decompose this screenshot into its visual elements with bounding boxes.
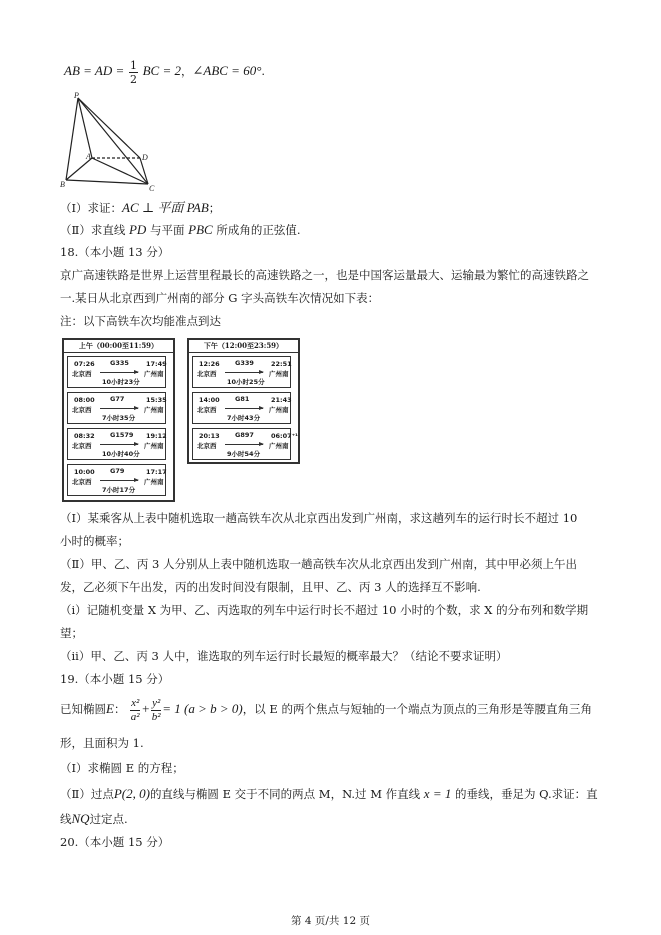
q19-intro-line2: 形，且面积为 1. <box>60 736 144 750</box>
q17-part2-prefix: （Ⅱ）求直线 <box>60 223 126 237</box>
x-den: a² <box>130 710 140 723</box>
edge-ac <box>92 158 148 184</box>
arrival-station: 广州南 <box>144 370 164 378</box>
q18-note: 注：以下高铁车次均能准点到达 <box>60 314 221 328</box>
arrival-station: 广州南 <box>269 370 289 378</box>
departure-time: 12:26 <box>199 360 220 368</box>
q19-part2-line2-prefix: 线 <box>60 812 72 826</box>
page-footer: 第 4 页/共 12 页 <box>291 915 370 927</box>
q18-part1-line2: 小时的概率； <box>60 534 129 548</box>
q17-part1-end: ； <box>208 201 221 215</box>
trip-duration: 7小时17分 <box>102 486 136 494</box>
trip-duration: 10小时25分 <box>227 378 265 386</box>
table-morning-title: 上午（00:00至11:59） <box>64 340 173 353</box>
departure-station: 北京西 <box>197 442 217 450</box>
q19-part2-line2 <box>60 811 128 827</box>
route-arrow <box>100 480 138 481</box>
end-dot: . <box>261 64 266 78</box>
edge-pb <box>66 98 78 180</box>
q17-part1-prefix: （Ⅰ）求证： <box>60 201 123 215</box>
arrival-station: 广州南 <box>144 442 164 450</box>
q17-part1 <box>60 200 220 216</box>
train-number: G77 <box>110 395 125 403</box>
departure-time: 14:00 <box>199 396 220 404</box>
edge-bc <box>66 180 148 184</box>
q18-part1-line1: （Ⅰ）某乘客从上表中随机选取一趟高铁车次从北京西出发到广州南，求这趟列车的运行时长不超过 10 <box>60 511 578 525</box>
trip-duration: 7小时43分 <box>227 414 261 422</box>
trip-duration: 9小时54分 <box>227 450 261 458</box>
route-arrow <box>100 408 138 409</box>
q19-intro-prefix: 已知椭圆 <box>60 702 106 716</box>
arrival-time: 15:35 <box>146 396 167 404</box>
arrival-time: 06:07⁺¹ <box>271 432 298 440</box>
q19-plus: + <box>141 701 151 716</box>
q19-intro <box>60 692 592 726</box>
q18-sub-i-line1: （i）记随机变量 X 为甲、乙、丙选取的列车中运行时长不超过 10 小时的个数，求 X 的分布列和数学期 <box>60 603 589 617</box>
table-afternoon-title: 下午（12:00至23:59） <box>189 340 298 353</box>
train-number: G81 <box>235 395 250 403</box>
edge-pd <box>78 98 140 158</box>
q19-line-eq: x = 1 <box>423 786 452 801</box>
q17-part1-math: AC ⊥ 平面 PAB <box>122 200 209 215</box>
departure-station: 北京西 <box>72 478 92 486</box>
arrival-time: 22:51 <box>271 360 292 368</box>
frac-den: 2 <box>129 72 137 86</box>
train-row <box>67 464 166 496</box>
arrival-time: 21:43 <box>271 396 292 404</box>
table-afternoon <box>187 338 300 464</box>
q17-part2 <box>60 222 301 238</box>
sep: ， <box>180 64 193 78</box>
train-row <box>67 356 166 388</box>
q17-pd: PD <box>128 222 147 237</box>
given-conditions <box>64 56 265 86</box>
label-a: A <box>86 152 91 161</box>
train-number: G897 <box>235 431 254 439</box>
frac-num: 1 <box>129 58 137 72</box>
table-morning <box>62 338 175 502</box>
arrival-time: 17:17 <box>146 468 167 476</box>
arrival-time: 17:49 <box>146 360 167 368</box>
q18-part2-line2: 发，乙必须下午出发，丙的出发时间没有限制，且甲、乙、丙 3 人的选择互不影响. <box>60 580 481 594</box>
q19-colon: ： <box>113 702 126 716</box>
trip-duration: 10小时23分 <box>102 378 140 386</box>
q19-part1: （Ⅰ）求椭圆 E 的方程； <box>60 761 184 775</box>
train-number: G335 <box>110 359 129 367</box>
trip-duration: 10小时40分 <box>102 450 140 458</box>
eq-right: BC = 2 <box>142 63 181 78</box>
q19-point: P(2, 0) <box>113 786 150 801</box>
train-row <box>67 392 166 424</box>
route-arrow <box>225 444 263 445</box>
q19-part2-mid: 的直线与椭圆 E 交于不同的两点 M，N.过 M 作直线 <box>149 787 421 801</box>
q19-part2-end: 的垂线，垂足为 Q.求证：直 <box>455 787 598 801</box>
frac-y2-b2 <box>151 697 161 724</box>
angle-eq: ∠ABC = 60° <box>192 63 262 78</box>
label-d: D <box>142 153 148 162</box>
route-arrow <box>100 444 138 445</box>
eq-left: AB = AD = <box>64 63 125 78</box>
label-p: P <box>74 92 79 100</box>
q19-header: 19.（本小题 15 分） <box>60 672 170 686</box>
q18-part2-line1: （Ⅱ）甲、乙、丙 3 人分别从上表中随机选取一趟高铁车次从北京西出发到广州南，其中甲必须上午出 <box>60 557 577 571</box>
train-number: G1579 <box>110 431 134 439</box>
label-b: B <box>60 180 65 189</box>
departure-time: 10:00 <box>74 468 95 476</box>
q17-pbc: PBC <box>188 222 213 237</box>
departure-time: 08:00 <box>74 396 95 404</box>
q19-eq-rest: = 1 (a > b > 0) <box>162 701 243 716</box>
train-row <box>192 392 291 424</box>
arrival-time: 19:12 <box>146 432 167 440</box>
q19-part2 <box>60 783 598 805</box>
q19-intro-rest: ，以 E 的两个焦点与短轴的一个端点为顶点的三角形是等腰直角三角 <box>242 702 592 716</box>
frac-x2-a2 <box>130 697 140 724</box>
q17-part2-mid: 与平面 <box>149 223 185 237</box>
trip-duration: 7小时35分 <box>102 414 136 422</box>
q19-part2-line2-end: 过定点. <box>89 812 128 826</box>
departure-time: 07:26 <box>74 360 95 368</box>
train-row <box>192 356 291 388</box>
pyramid-figure <box>58 92 158 192</box>
departure-station: 北京西 <box>197 406 217 414</box>
departure-time: 20:13 <box>199 432 220 440</box>
departure-station: 北京西 <box>72 370 92 378</box>
q18-header: 18.（本小题 13 分） <box>60 245 170 259</box>
train-row <box>192 428 298 460</box>
x-num: x² <box>131 696 140 709</box>
arrival-station: 广州南 <box>144 478 164 486</box>
q17-part2-end: 所成角的正弦值. <box>216 223 301 237</box>
arrival-station: 广州南 <box>144 406 164 414</box>
q19-part2-prefix: （Ⅱ）过点 <box>60 787 114 801</box>
y-den: b² <box>151 710 161 723</box>
train-number: G339 <box>235 359 254 367</box>
q18-intro-line2: 一.某日从北京西到广州南的部分 G 字头高铁车次情况如下表： <box>60 291 380 305</box>
route-arrow <box>100 372 138 373</box>
q19-nq: NQ <box>71 811 90 826</box>
departure-station: 北京西 <box>197 370 217 378</box>
edge-ba <box>66 158 92 180</box>
departure-station: 北京西 <box>72 406 92 414</box>
y-num: y² <box>152 696 161 709</box>
q19-ellipse-name: E <box>106 701 114 716</box>
q18-sub-i-line2: 望； <box>60 626 83 640</box>
arrival-station: 广州南 <box>269 406 289 414</box>
arrival-station: 广州南 <box>269 442 289 450</box>
departure-station: 北京西 <box>72 442 92 450</box>
q18-intro-line1: 京广高速铁路是世界上运营里程最长的高速铁路之一，也是中国客运量最大、运输最为繁忙的高速铁路之 <box>60 268 589 282</box>
train-number: G79 <box>110 467 125 475</box>
route-arrow <box>225 408 263 409</box>
departure-time: 08:32 <box>74 432 95 440</box>
label-c: C <box>149 184 155 192</box>
train-row <box>67 428 166 460</box>
route-arrow <box>225 372 263 373</box>
fraction-half <box>129 59 138 86</box>
q18-sub-ii: （ii）甲、乙、丙 3 人中，谁选取的列车运行时长最短的概率最大？（结论不要求证明） <box>60 649 508 663</box>
q20-header: 20.（本小题 15 分） <box>60 835 170 849</box>
